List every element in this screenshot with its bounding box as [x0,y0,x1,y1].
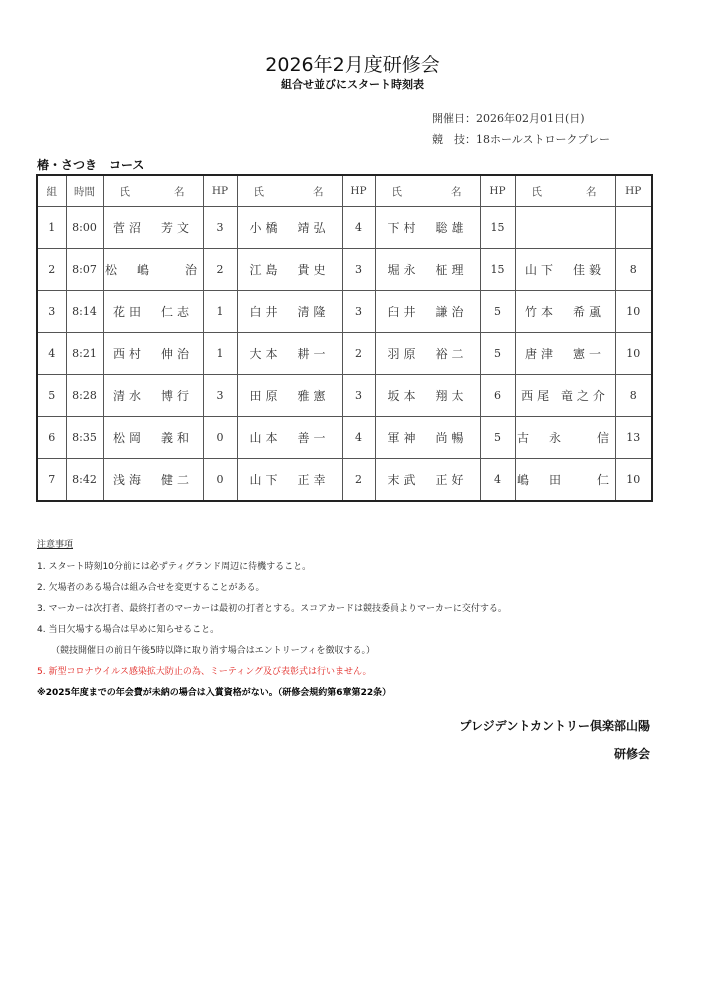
player-name-cell: 末武 正好 [375,459,480,502]
player-hp-cell: 15 [480,249,515,291]
header-name [375,175,480,207]
player-hp-cell: 2 [342,459,375,502]
group-cell: 6 [37,417,66,459]
header-name-2: 名 [313,185,324,198]
competition-label-2: 技： [454,133,476,146]
player-name-cell: 松 嶋 治 [103,249,203,291]
note-item: 2. 欠場者のある場合は組み合せを変更することがある。 [37,583,265,593]
note-item-fees: ※2025年度までの年会費が未納の場合は入賞資格がない。（研修会規約第6章第22条） [37,688,392,698]
player-name-cell: 山本 善一 [237,417,342,459]
player-name-cell: 大本 耕一 [237,333,342,375]
player-name-cell: 花田 仁志 [103,291,203,333]
player-hp-cell: 0 [203,417,237,459]
header-name-2: 名 [174,185,185,198]
time-cell: 8:14 [66,291,103,333]
player-hp-cell: 3 [342,249,375,291]
note-item-covid: 5. 新型コロナウイルス感染拡大防止の為、ミーティング及び表彰式は行いません。 [37,667,372,677]
player-hp-cell: 5 [480,333,515,375]
table-row [37,333,652,375]
player-hp-cell: 2 [342,333,375,375]
page-subtitle: 組合せ並びにスタート時刻表 [281,78,424,91]
table-row [37,459,652,502]
header-name-2: 名 [451,185,462,198]
time-cell: 8:21 [66,333,103,375]
pairings-table [36,174,653,502]
time-cell: 8:35 [66,417,103,459]
header-hp: HP [480,175,515,207]
player-name-cell: 江島 貴史 [237,249,342,291]
header-hp: HP [342,175,375,207]
notes-section [37,537,507,708]
player-name-cell [515,207,615,249]
player-hp-cell: 3 [203,375,237,417]
player-hp-cell: 4 [342,417,375,459]
player-name-cell: 下村 聡雄 [375,207,480,249]
player-hp-cell [615,207,652,249]
time-cell: 8:00 [66,207,103,249]
player-name-cell: 羽原 裕二 [375,333,480,375]
player-name-cell: 臼井 謙治 [375,291,480,333]
table-row [37,375,652,417]
page-title: 2026年2月度研修会 [265,54,440,76]
player-name-cell: 田原 雅憲 [237,375,342,417]
player-hp-cell: 8 [615,375,652,417]
competition-label-1: 競 [432,133,443,146]
note-item: 3. マーカーは次打者、最終打者のマーカーは最初の打者とする。スコアカードは競技委員よりマーカーに交付する。 [37,604,507,614]
header-time: 時間 [66,175,103,207]
note-item: 4. 当日欠場する場合は早めに知らせること。 [37,625,220,635]
group-cell: 5 [37,375,66,417]
player-hp-cell: 10 [615,291,652,333]
time-cell: 8:07 [66,249,103,291]
player-name-cell: 白井 清隆 [237,291,342,333]
player-name-cell: 嶋 田 仁 [515,459,615,502]
note-subitem: （競技開催日の前日午後5時以降に取り消す場合はエントリーフィを徴収する。） [51,646,376,656]
player-hp-cell: 13 [615,417,652,459]
table-row [37,417,652,459]
player-name-cell: 浅海 健二 [103,459,203,502]
competition-value: 18ホールストロークプレー [476,133,611,146]
player-name-cell: 菅沼 芳文 [103,207,203,249]
player-hp-cell: 6 [480,375,515,417]
player-name-cell: 古 永 信 [515,417,615,459]
note-item: 1. スタート時刻10分前には必ずティグランド周辺に待機すること。 [37,562,312,572]
event-date-value: 2026年02月01日(日) [476,112,585,125]
player-name-cell: 松岡 義和 [103,417,203,459]
player-name-cell: 唐津 憲一 [515,333,615,375]
event-date-label: 開催日： [432,112,476,125]
group-cell: 1 [37,207,66,249]
player-name-cell: 軍神 尚暢 [375,417,480,459]
player-hp-cell: 10 [615,459,652,502]
header-name [515,175,615,207]
player-hp-cell: 1 [203,291,237,333]
player-name-cell: 山下 佳毅 [515,249,615,291]
table-header-row [37,175,652,207]
player-hp-cell: 1 [203,333,237,375]
player-hp-cell: 0 [203,459,237,502]
notes-header: 注意事項 [37,540,74,550]
group-cell: 3 [37,291,66,333]
player-hp-cell: 3 [342,291,375,333]
player-hp-cell: 4 [480,459,515,502]
player-hp-cell: 4 [342,207,375,249]
header-name-1: 氏 [531,185,542,198]
group-cell: 2 [37,249,66,291]
player-hp-cell: 5 [480,417,515,459]
player-name-cell: 西村 伸治 [103,333,203,375]
player-name-cell: 清水 博行 [103,375,203,417]
pairings-body [37,207,652,502]
table-row [37,249,652,291]
player-name-cell: 小橋 靖弘 [237,207,342,249]
course-name: 椿・さつき コース [37,158,145,172]
table-row [37,291,652,333]
group-cell: 4 [37,333,66,375]
player-name-cell: 山下 正幸 [237,459,342,502]
player-name-cell: 堀永 柾理 [375,249,480,291]
group-cell: 7 [37,459,66,502]
player-hp-cell: 10 [615,333,652,375]
header-name-1: 氏 [391,185,402,198]
player-name-cell: 西尾 竜之介 [515,375,615,417]
header-hp: HP [615,175,652,207]
player-hp-cell: 8 [615,249,652,291]
header-group: 組 [37,175,66,207]
time-cell: 8:28 [66,375,103,417]
organizer-club: プレジデントカントリー倶楽部山陽 [459,719,650,733]
player-name-cell: 坂本 翔太 [375,375,480,417]
time-cell: 8:42 [66,459,103,502]
header-name-1: 氏 [253,185,264,198]
table-row [37,207,652,249]
player-hp-cell: 5 [480,291,515,333]
competition-format [432,131,610,147]
header-name [237,175,342,207]
header-name [103,175,203,207]
organizer [459,717,650,773]
header-name-1: 氏 [119,185,130,198]
player-name-cell: 竹本 希颪 [515,291,615,333]
header-name-2: 名 [586,185,597,198]
organizer-dept: 研修会 [613,747,650,761]
player-hp-cell: 3 [342,375,375,417]
player-hp-cell: 3 [203,207,237,249]
player-hp-cell: 2 [203,249,237,291]
header-hp: HP [203,175,237,207]
event-date [432,110,585,126]
player-hp-cell: 15 [480,207,515,249]
